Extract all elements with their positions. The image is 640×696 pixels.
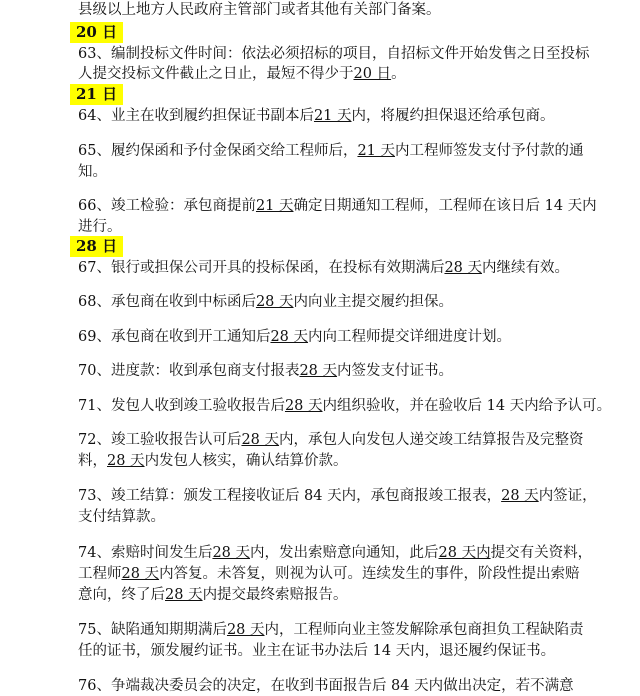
text: 人提交投标文件截止之日止，最短不得少于 — [78, 66, 354, 82]
item-63-line-2 — [78, 64, 600, 84]
item-75-line-1 — [78, 620, 600, 640]
item-66-line-1 — [78, 196, 600, 216]
underlined-duration: 28 天 — [284, 398, 323, 414]
item-67 — [78, 258, 600, 278]
text: 72、竣工验收报告认可后 — [78, 432, 242, 448]
underlined-duration: 28 天 — [241, 432, 280, 448]
underlined-duration: 28 天内 — [438, 545, 491, 561]
text: 内，承包人向发包人递交竣工结算报告及完整资 — [279, 432, 584, 448]
text: 内答复。未答复，则视为认可。连续发生的事件，阶段性提出索赔 — [159, 566, 580, 582]
text: 内发包人核实，确认结算价款。 — [144, 453, 348, 469]
underlined-duration: 28 天 — [255, 294, 294, 310]
text: 内，发出索赔意向通知，此后 — [250, 545, 439, 561]
item-69 — [78, 327, 600, 347]
text: 73、竣工结算：颁发工程接收证后 84 天内，承包商报竣工报表， — [78, 488, 502, 504]
text: 内向工程师提交详细进度计划。 — [308, 329, 512, 345]
text: 65、履约保函和予付金保函交给工程师后， — [78, 143, 358, 159]
underlined-duration: 28 天 — [121, 566, 160, 582]
text: 64、业主在收到履约担保证书副本后 — [78, 108, 314, 124]
underlined-duration: 28 天 — [165, 587, 203, 603]
text: 内组织验收，并在验收后 14 天内给予认可。 — [322, 398, 612, 414]
item-74-line-2 — [78, 564, 600, 584]
text: 支付结算款。 — [78, 509, 165, 525]
line-top — [78, 0, 600, 20]
underlined-duration: 28 天 — [299, 363, 338, 379]
text: 76、争端裁决委员会的决定，在收到书面报告后 84 天内做出决定，若不满意 — [78, 678, 574, 694]
text: 知。 — [78, 164, 107, 180]
item-71 — [78, 396, 612, 416]
text: 。 — [391, 66, 406, 82]
text: 内签发支付证书。 — [337, 363, 454, 379]
item-74-line-3 — [78, 585, 600, 605]
underlined-duration: 28 天 — [501, 488, 539, 504]
item-65-line-1 — [78, 141, 600, 161]
item-65-line-2 — [78, 162, 600, 182]
text: 意向，终了后 — [78, 587, 165, 603]
text: 提交有关资料， — [490, 545, 593, 561]
underlined-duration: 28 天 — [270, 329, 309, 345]
item-73-line-1 — [78, 486, 600, 506]
text: 内，工程师向业主签发解除承包商担负工程缺陷责 — [264, 622, 584, 638]
underlined-duration: 21 天 — [313, 108, 352, 124]
text: 66、竣工检验：承包商提前 — [78, 198, 256, 214]
text: 内工程师签发支付予付款的通 — [395, 143, 584, 159]
text: 内向业主提交履约担保。 — [293, 294, 454, 310]
item-72-line-1 — [78, 430, 600, 450]
item-74-line-1 — [78, 543, 600, 563]
underlined-duration: 20 日 — [353, 66, 392, 82]
underlined-duration: 28 天 — [444, 260, 483, 276]
text: 74、索赔时间发生后 — [78, 545, 213, 561]
item-75-line-2 — [78, 641, 600, 661]
underlined-duration: 28 天 — [107, 453, 145, 469]
text: 进行。 — [78, 219, 122, 235]
text: 63、编制投标文件时间：依法必须招标的项目，自招标文件开始发售之日至投标 — [78, 46, 590, 62]
item-64 — [78, 106, 600, 126]
heading-20-days: 20 日 — [70, 22, 123, 43]
heading-28-days: 28 日 — [70, 236, 123, 257]
item-63-line-1 — [78, 44, 600, 64]
text: 工程师 — [78, 566, 122, 582]
text: 68、承包商在收到中标函后 — [78, 294, 256, 310]
text: 料， — [78, 453, 107, 469]
item-68 — [78, 292, 600, 312]
item-70 — [78, 361, 600, 381]
text: 内，将履约担保退还给承包商。 — [351, 108, 555, 124]
text: 70、进度款：收到承包商支付报表 — [78, 363, 300, 379]
underlined-duration: 28 天 — [212, 545, 251, 561]
text: 县级以上地方人民政府主管部门或者其他有关部门备案。 — [78, 2, 441, 18]
item-66-line-2 — [78, 217, 600, 237]
item-73-line-2 — [78, 507, 600, 527]
underlined-duration: 21 天 — [255, 198, 294, 214]
underlined-duration: 21 天 — [357, 143, 396, 159]
text: 内继续有效。 — [482, 260, 570, 276]
text: 75、缺陷通知期期满后 — [78, 622, 227, 638]
text: 67、银行或担保公司开具的投标保函，在投标有效期满后 — [78, 260, 445, 276]
underlined-duration: 28 天 — [226, 622, 265, 638]
text: 71、发包人收到竣工验收报告后 — [78, 398, 285, 414]
text: 内提交最终索赔报告。 — [202, 587, 348, 603]
text: 69、承包商在收到开工通知后 — [78, 329, 271, 345]
text: 内签证， — [538, 488, 597, 504]
item-76-line-1 — [78, 676, 600, 696]
text: 确定日期通知工程师，工程师在该日后 14 天内 — [293, 198, 597, 214]
text: 任的证书，颁发履约证书。业主在证书办法后 14 天内，退还履约保证书。 — [78, 643, 556, 659]
item-72-line-2 — [78, 451, 600, 471]
heading-21-days: 21 日 — [70, 84, 123, 105]
